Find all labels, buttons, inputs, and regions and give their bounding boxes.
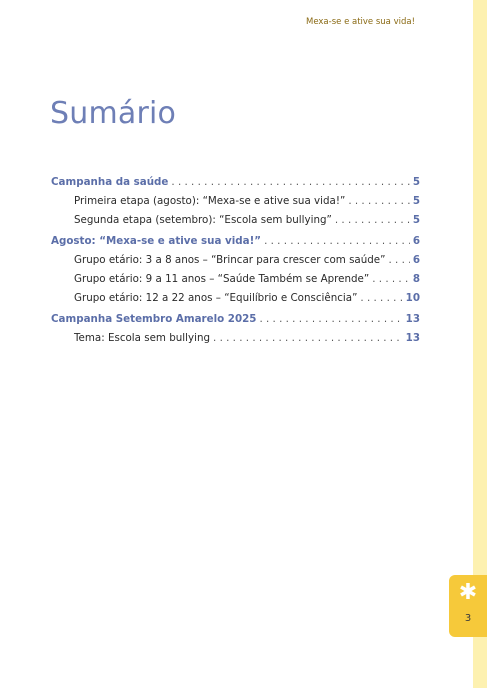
toc-leader-dots — [264, 235, 410, 248]
toc-entry-campanha-saude[interactable] — [51, 176, 420, 189]
toc-page-number: 13 — [405, 313, 420, 325]
toc-section — [51, 313, 420, 345]
toc-entry-segunda-etapa[interactable] — [51, 214, 420, 227]
toc-section — [51, 176, 420, 227]
toc-entry-label: Agosto: “Mexa-se e ative sua vida!” — [51, 235, 262, 247]
toc-entry-label: Segunda etapa (setembro): “Escola sem bullying” — [74, 214, 332, 226]
toc-page-number: 10 — [405, 292, 420, 304]
page-number-tab — [449, 575, 487, 637]
page-title: Sumário — [50, 96, 177, 131]
toc-leader-dots — [360, 292, 402, 305]
toc-leader-dots — [372, 273, 410, 286]
toc-page-number: 13 — [405, 332, 420, 344]
toc-entry-label: Tema: Escola sem bullying — [74, 332, 211, 344]
toc-entry-agosto[interactable] — [51, 235, 420, 248]
toc-entry-label: Campanha da saúde — [51, 176, 169, 188]
toc-entry-escola-sem-bullying[interactable] — [51, 332, 420, 345]
page-number: 3 — [464, 613, 472, 624]
toc-leader-dots — [388, 254, 409, 267]
toc-entry-setembro-amarelo[interactable] — [51, 313, 420, 326]
toc-entry-label: Grupo etário: 9 a 11 anos – “Saúde Também se Aprende” — [74, 273, 370, 285]
toc-page-number: 5 — [412, 176, 420, 188]
toc-entry-grupo-3-8[interactable] — [51, 254, 420, 267]
toc-entry-label: Primeira etapa (agosto): “Mexa-se e ative sua vida!” — [74, 195, 346, 207]
toc-page-number: 5 — [412, 195, 420, 207]
toc-page-number: 5 — [412, 214, 420, 226]
toc-leader-dots — [335, 214, 410, 227]
toc-entry-primeira-etapa[interactable] — [51, 195, 420, 208]
toc-entry-label: Grupo etário: 12 a 22 anos – “Equilíbrio e Consciência” — [74, 292, 358, 304]
toc-entry-grupo-12-22[interactable] — [51, 292, 420, 305]
toc-entry-label: Grupo etário: 3 a 8 anos – “Brincar para crescer com saúde” — [74, 254, 386, 266]
toc-page-number: 6 — [412, 235, 420, 247]
toc-section — [51, 235, 420, 305]
asterisk-icon: ✱ — [458, 580, 478, 605]
table-of-contents — [51, 176, 420, 353]
toc-leader-dots — [259, 313, 402, 326]
toc-page-number: 8 — [412, 273, 420, 285]
toc-leader-dots — [348, 195, 410, 208]
running-header: Mexa-se e ative sua vida! — [305, 17, 415, 27]
toc-leader-dots — [213, 332, 403, 345]
toc-leader-dots — [171, 176, 409, 189]
toc-page-number: 6 — [412, 254, 420, 266]
toc-entry-grupo-9-11[interactable] — [51, 273, 420, 286]
toc-entry-label: Campanha Setembro Amarelo 2025 — [51, 313, 257, 325]
